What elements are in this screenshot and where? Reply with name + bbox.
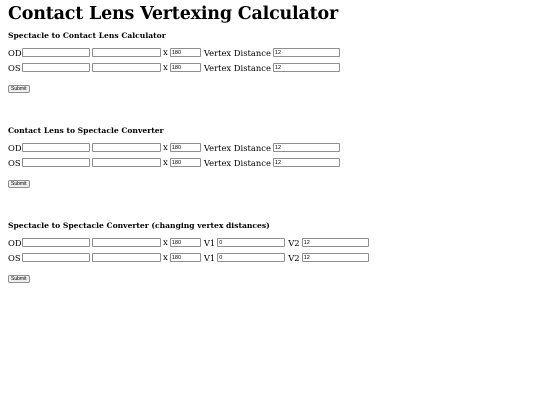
eye-label: OS [8, 157, 21, 168]
od-axis-input[interactable] [170, 143, 201, 152]
eye-label: OD [8, 237, 22, 248]
od-axis-input[interactable] [170, 238, 201, 247]
axis-separator: x [163, 252, 168, 263]
eye-label: OS [8, 62, 21, 73]
os-v2-input[interactable] [302, 253, 369, 262]
od-cylinder-input[interactable] [92, 143, 161, 152]
os-sphere-input[interactable] [22, 253, 90, 262]
eye-label: OD [8, 142, 22, 153]
os-sphere-input[interactable] [22, 63, 90, 72]
v2-label: V2 [288, 252, 300, 263]
spectacle-to-spectacle-section [8, 220, 532, 284]
os-vertex-distance-input[interactable] [273, 158, 340, 167]
v1-label: V1 [203, 252, 216, 263]
section-heading: Spectacle to Contact Lens Calculator [8, 31, 166, 40]
submit-button[interactable]: Submit [8, 85, 30, 93]
od-v2-input[interactable] [302, 238, 369, 247]
vertex-distance-label: Vertex Distance [203, 157, 271, 168]
section-heading: Spectacle to Spectacle Converter (changing vertex distances) [8, 221, 270, 230]
od-row [8, 45, 532, 60]
vertex-distance-label: Vertex Distance [203, 62, 271, 73]
vertex-distance-label: Vertex Distance [203, 47, 271, 58]
od-sphere-input[interactable] [22, 143, 90, 152]
axis-separator: x [163, 47, 168, 58]
os-row [8, 250, 532, 265]
submit-button[interactable]: Submit [8, 180, 30, 188]
os-sphere-input[interactable] [22, 158, 90, 167]
od-sphere-input[interactable] [22, 238, 90, 247]
vertex-distance-label: Vertex Distance [203, 142, 271, 153]
os-v1-input[interactable] [217, 253, 285, 262]
os-cylinder-input[interactable] [92, 63, 161, 72]
page-title: Contact Lens Vertexing Calculator [8, 4, 339, 24]
od-axis-input[interactable] [170, 48, 201, 57]
eye-label: OD [8, 47, 22, 58]
axis-separator: x [163, 237, 168, 248]
od-cylinder-input[interactable] [92, 238, 161, 247]
spectacle-to-contact-section [8, 30, 532, 94]
od-sphere-input[interactable] [22, 48, 90, 57]
axis-separator: x [163, 62, 168, 73]
od-v1-input[interactable] [217, 238, 285, 247]
os-row [8, 60, 532, 75]
od-row [8, 140, 532, 155]
od-vertex-distance-input[interactable] [273, 143, 340, 152]
od-vertex-distance-input[interactable] [273, 48, 340, 57]
os-vertex-distance-input[interactable] [273, 63, 340, 72]
eye-label: OS [8, 252, 21, 263]
contact-to-spectacle-section [8, 125, 532, 189]
os-axis-input[interactable] [170, 63, 201, 72]
od-row [8, 235, 532, 250]
os-axis-input[interactable] [170, 158, 201, 167]
os-row [8, 155, 532, 170]
axis-separator: x [163, 142, 168, 153]
os-cylinder-input[interactable] [92, 158, 161, 167]
v1-label: V1 [203, 237, 216, 248]
submit-button[interactable]: Submit [8, 275, 30, 283]
os-cylinder-input[interactable] [92, 253, 161, 262]
axis-separator: x [163, 157, 168, 168]
os-axis-input[interactable] [170, 253, 201, 262]
od-cylinder-input[interactable] [92, 48, 161, 57]
v2-label: V2 [288, 237, 300, 248]
section-heading: Contact Lens to Spectacle Converter [8, 126, 164, 135]
